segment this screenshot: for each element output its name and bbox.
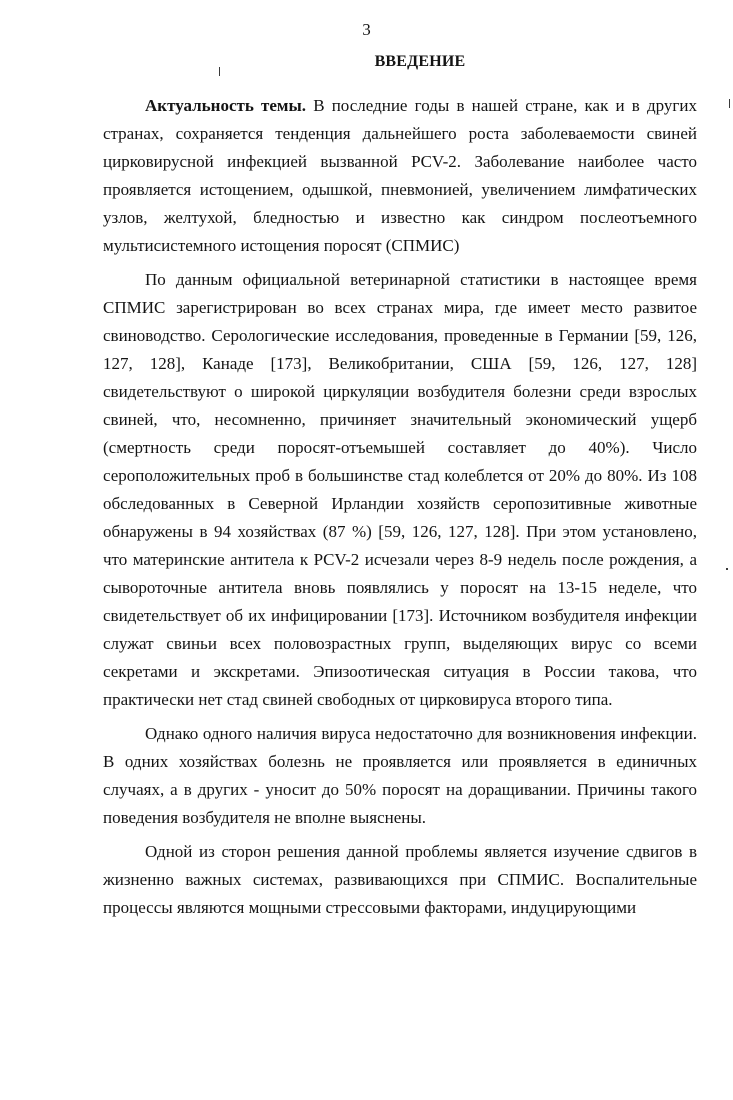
paragraph-relevance [103,92,697,260]
scan-mark [729,99,730,108]
paragraph-problem: Одной из сторон решения данной проблемы является изучение сдвигов в жизненно важных системах, развивающихся при СПМИС. Воспалительные процессы являются мощными стрессовыми факторами, индуцирующими [103,842,697,917]
paragraph-lead: Актуальность темы. [145,96,307,115]
paragraph-text: В последние годы в нашей стране, как и в других странах, сохраняется тенденция дальнейшего роста заболеваемости свиней цирковирусной инфекцией вызванной PCV-2. Заболевание наиболее часто проявляется истощением, одышкой, пневмонией, увеличением лимфатических узлов, желтухой, бледностью и известно как синдром послеотъемного мультисистемного истощения поросят (СПМИС) [103,96,697,255]
paragraph-infection: Однако одного наличия вируса недостаточно для возникновения инфекции. В одних хозяйствах болезнь не проявляется или проявляется в единичных случаях, а в других - уносит до 50% поросят на доращивании. Причины такого поведения возбудителя не вполне выяснены. [103,724,697,827]
scan-mark [726,568,728,570]
page-number: 3 [362,20,371,39]
paragraph-statistics: По данным официальной ветеринарной статистики в настоящее время СПМИС зарегистрирован во всех странах мира, где имеет место развитое свиноводство. Серологические исследования, проведенные в Германии [59, 126, 127, 128], Канаде [173], Великобритании, США [59, 126, 127, 128] свидетельствуют о широкой циркуляции возбудителя болезни среди взрослых свиней, что, несомненно, причиняет значительный экономический ущерб (смертность среди поросят-отъемышей составляет до 40%). Число сероположительных проб в большинстве стад колеблется от 20% до 80%. Из 108 обследованных в Северной Ирландии хозяйств серопозитивные животные обнаружены в 94 хозяйствах (87 %) [59, 126, 127, 128]. При этом установлено, что материнские антитела к PCV-2 исчезали через 8-9 недель после рождения, а сывороточные антитела вновь появлялись у поросят на 13-15 неделе, что свидетельствует об их инфицировании [173]. Источником возбудителя инфекции служат свиньи всех половозрастных групп, выделяющих вирус со всеми секретами и экскретами. Эпизоотическая ситуация в России такова, что практически нет стад свиней свободных от цирковируса второго типа. [103,270,697,709]
scan-mark [219,67,220,76]
body-text [103,92,697,922]
page-heading: ВВЕДЕНИЕ [374,53,466,70]
